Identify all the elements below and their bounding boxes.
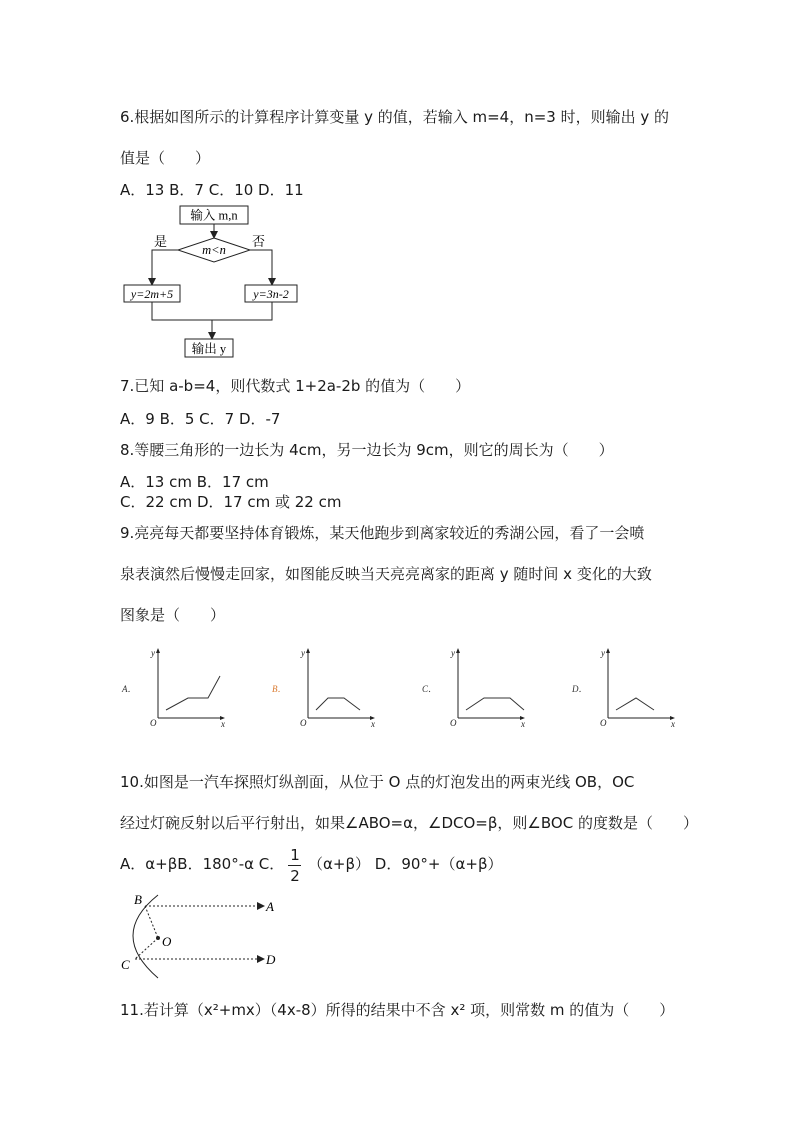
graph-option-label: A． [122,684,137,694]
q6-text-line2: 值是（ ） [120,149,211,167]
q9-text-line3: 图象是（ ） [120,606,226,624]
point-D-label: D [266,952,276,967]
flow-left-label: y=2m+5 [130,287,174,301]
graph-curve [466,698,524,710]
x-axis-label: x [371,719,375,729]
q10-options-rest: （α+β） D．90°+（α+β） [308,855,503,873]
q9-text-line2: 泉表演然后慢慢走回家，如图能反映当天亮亮离家的距离 y 随时间 x 变化的大致 [120,565,652,583]
origin-label: O [450,718,457,728]
x-axis-label: x [671,719,675,729]
q7-options: A．9 B．5 C．7 D．-7 [120,410,281,428]
q10-text-line2: 经过灯碗反射以后平行射出，如果∠ABO=α，∠DCO=β，则∠BOC 的度数是（ ） [120,814,698,832]
q7-question: 7.已知 a-b=4，则代数式 1+2a-2b 的值为（ ） [120,377,471,395]
flow-input-label: 输入 m,n [190,208,238,223]
q8-options-2: C．22 cm D．17 cm 或 22 cm [120,493,342,511]
flow-condition-label: m<n [202,243,226,257]
y-axis-label: y [601,648,605,658]
flow-no-label: 否 [252,234,266,249]
q11-question: 11.若计算（x²+mx）（4x-8）所得的结果中不含 x² 项，则常数 m 的值为（ ） [120,1001,675,1019]
y-axis-arrow [306,648,310,653]
q10-text-line1: 10.如图是一汽车探照灯纵剖面，从位于 O 点的灯泡发出的两束光线 OB，OC [120,773,635,791]
point-O-label: O [162,934,172,949]
q10-headlight-diagram [118,890,288,980]
origin-label: O [150,718,157,728]
y-axis-arrow [456,648,460,653]
y-axis-label: y [301,648,305,658]
q10-frac-denominator: 2 [290,867,300,885]
q6-text-line1: 6.根据如图所示的计算程序计算变量 y 的值，若输入 m=4，n=3 时，则输出 y 的 [120,108,670,126]
x-axis-label: x [521,719,525,729]
graph-curve [166,676,220,710]
y-axis-arrow [606,648,610,653]
graph-curve [616,698,654,710]
flow-right-label: y=3n-2 [253,287,289,301]
graph-option-label: C． [422,684,438,694]
q9-text-line1: 9.亮亮每天都要坚持体育锻炼，某天他跑步到离家较近的秀湖公园，看了一会喷 [120,524,645,542]
graph-option-label: B． [272,684,287,694]
graph-curve [316,698,360,710]
x-axis-label: x [221,719,225,729]
q10-frac-numerator: 1 [290,846,300,864]
q10-options-a: A．α+βB．180°-α C． [120,855,285,873]
flow-yes-label: 是 [154,234,168,249]
origin-label: O [300,718,307,728]
q6-flowchart [118,204,308,364]
y-axis-arrow [156,648,160,653]
y-axis-label: y [151,648,155,658]
q9-graph-b [270,648,385,730]
q9-graph-d [570,648,685,730]
flow-output-label: 输出 y [191,342,227,356]
point-C-label: C [121,957,130,972]
q9-graph-c [420,648,535,730]
q6-options: A．13 B．7 C．10 D．11 [120,181,304,199]
y-axis-label: y [451,648,455,658]
q8-options-1: A．13 cm B．17 cm [120,473,269,491]
q8-question: 8.等腰三角形的一边长为 4cm，另一边长为 9cm，则它的周长为（ ） [120,441,614,459]
graph-option-label: D． [572,684,588,694]
q9-graph-a [120,648,235,730]
origin-label: O [600,718,607,728]
point-A-label: A [266,899,274,914]
q10-frac-bar [288,865,301,866]
point-B-label: B [134,892,142,907]
